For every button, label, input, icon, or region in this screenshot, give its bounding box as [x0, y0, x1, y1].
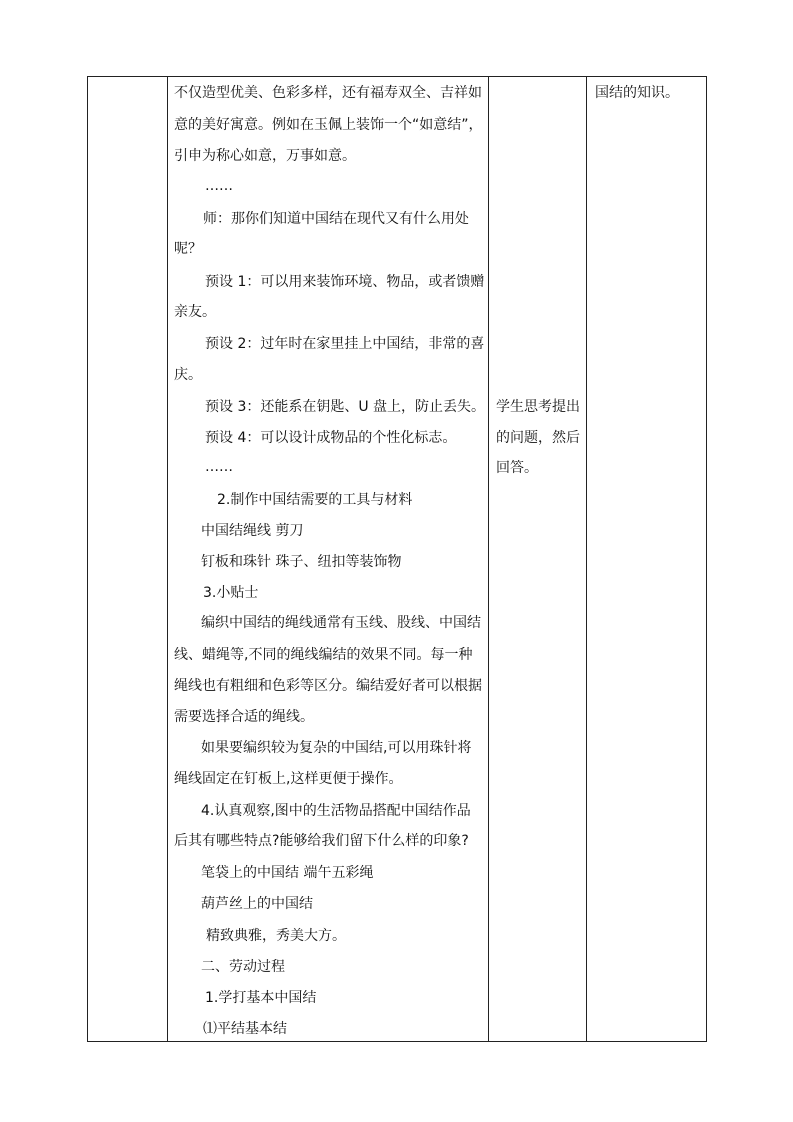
- process-line: 后其有哪些特点?能够给我们留下什么样的印象?: [174, 833, 469, 849]
- section-heading: 3.小贴士: [203, 585, 259, 601]
- sub-heading: ⑴平结基本结: [203, 1021, 287, 1037]
- column-divider-2: [488, 77, 489, 1041]
- process-line: 绳线固定在钉板上,这样更便于操作。: [174, 771, 403, 787]
- preset-line: 预设 4：可以设计成物品的个性化标志。: [205, 430, 457, 446]
- column-divider-3: [586, 77, 587, 1041]
- process-line: 不仅造型优美、色彩多样，还有福寿双全、吉祥如: [174, 85, 482, 101]
- student-line: 回答。: [496, 460, 538, 476]
- process-line: 如果要编织较为复杂的中国结,可以用珠针将: [201, 740, 472, 756]
- ellipsis-line: ……: [205, 178, 233, 194]
- process-line: 师：那你们知道中国结在现代又有什么用处: [203, 211, 469, 227]
- process-line: 需要选择合适的绳线。: [174, 709, 314, 725]
- preset-line: 预设 2：过年时在家里挂上中国结，非常的喜: [205, 336, 485, 352]
- student-line: 学生思考提出: [496, 399, 580, 415]
- process-line: 钉板和珠针 珠子、纽扣等装饰物: [201, 554, 402, 570]
- preset-line: 庆。: [174, 367, 202, 383]
- section-heading: 二、劳动过程: [201, 959, 285, 975]
- section-heading: 4.认真观察,图中的生活物品搭配中国结作品: [201, 803, 471, 819]
- preset-line: 亲友。: [174, 304, 216, 320]
- process-line: 编织中国结的绳线通常有玉线、股线、中国结: [201, 615, 481, 631]
- process-line: 中国结绳线 剪刀: [201, 523, 304, 539]
- process-line: 葫芦丝上的中国结: [201, 896, 313, 912]
- process-line: 呢？: [174, 241, 202, 257]
- process-line: 引申为称心如意，万事如意。: [174, 148, 356, 164]
- section-heading: 1.学打基本中国结: [205, 990, 317, 1006]
- column-divider-1: [167, 77, 168, 1041]
- ellipsis-line: ……: [205, 459, 233, 475]
- preset-line: 预设 1：可以用来装饰环境、物品，或者馈赠: [205, 274, 485, 290]
- section-heading: 2.制作中国结需要的工具与材料: [217, 492, 413, 508]
- student-line: 的问题，然后: [496, 430, 580, 446]
- intent-line: 国结的知识。: [595, 85, 679, 101]
- preset-line: 预设 3：还能系在钥匙、U 盘上，防止丢失。: [205, 399, 486, 415]
- process-line: 笔袋上的中国结 端午五彩绳: [201, 865, 374, 881]
- process-line: 绳线也有粗细和色彩等区分。编结爱好者可以根据: [174, 678, 482, 694]
- process-line: 意的美好寓意。例如在玉佩上装饰一个“如意结”，: [174, 117, 483, 133]
- process-line: 精致典雅，秀美大方。: [206, 928, 346, 944]
- process-line: 线、蜡绳等,不同的绳线编结的效果不同。每一种: [174, 647, 473, 663]
